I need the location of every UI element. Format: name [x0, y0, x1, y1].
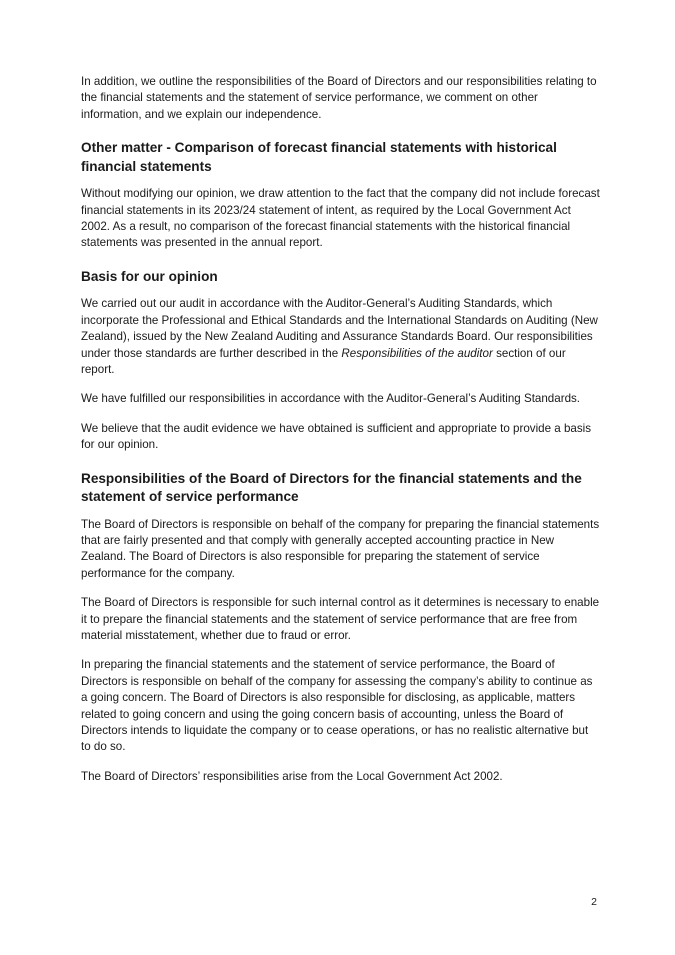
page-number: 2 [591, 896, 597, 908]
responsibilities-paragraph-3: In preparing the financial statements and the statement of service performance, the Board of Directors is responsible on behalf of the company for assessing the company’s ability to continue as a going concern. The Board of Directors is also responsible for disclosing, as applicable, matters related to going concern and using the going concern basis of accounting, unless the Board of Directors intends to liquidate the company or to cease operations, or has no realistic alternative but to do so. [81, 658, 593, 754]
intro-paragraph: In addition, we outline the responsibilities of the Board of Directors and our responsibilities relating to the financial statements and the statement of service performance, we comment on other information, and we explain our independence. [81, 75, 597, 121]
responsibilities-paragraph-1: The Board of Directors is responsible on behalf of the company for preparing the financial statements that are fairly presented and that comply with generally accepted accounting practice in New Zealand. The Board of Directors is also responsible for preparing the statement of service performance for the company. [81, 517, 600, 580]
document-page [81, 74, 601, 785]
basis-heading: Basis for our opinion [81, 268, 218, 284]
basis-paragraph-2: We have fulfilled our responsibilities in accordance with the Auditor-General’s Auditing Standards. [81, 392, 581, 406]
responsibilities-heading: Responsibilities of the Board of Directors for the financial statements and the statement of service performance [81, 470, 582, 505]
responsibilities-paragraph-2: The Board of Directors is responsible for such internal control as it determines is necessary to enable it to prepare the financial statements and the statement of service performance that are free from material misstatement, whether due to fraud or error. [81, 596, 600, 643]
basis-paragraph-1 [81, 296, 601, 378]
responsibilities-paragraph-4: The Board of Directors’ responsibilities arise from the Local Government Act 2002. [81, 769, 503, 783]
other-matter-heading: Other matter - Comparison of forecast financial statements with historical financial statements [81, 140, 557, 174]
basis-paragraph-1-text: We carried out our audit in accordance with the Auditor-General’s Auditing Standards, which incorporate the Professional and Ethical Standards and the International Standards on Auditing (New Zealand), issued by the New Zealand Auditing and Assurance Standards Board. Our responsibilities under those standards are further described in the [81, 297, 598, 360]
responsibilities-of-auditor-reference: Responsibilities of the auditor [341, 346, 493, 360]
other-matter-paragraph: Without modifying our opinion, we draw attention to the fact that the company did not include forecast financial statements in its 2023/24 statement of intent, as required by the Local Government Act 2002. As a result, no comparison of the forecast financial statements with the historical financial statements was presented in the annual report. [81, 187, 600, 250]
basis-paragraph-3: We believe that the audit evidence we have obtained is sufficient and appropriate to provide a basis for our opinion. [81, 421, 592, 452]
basis-paragraph-1-end: section of our report. [81, 346, 566, 376]
